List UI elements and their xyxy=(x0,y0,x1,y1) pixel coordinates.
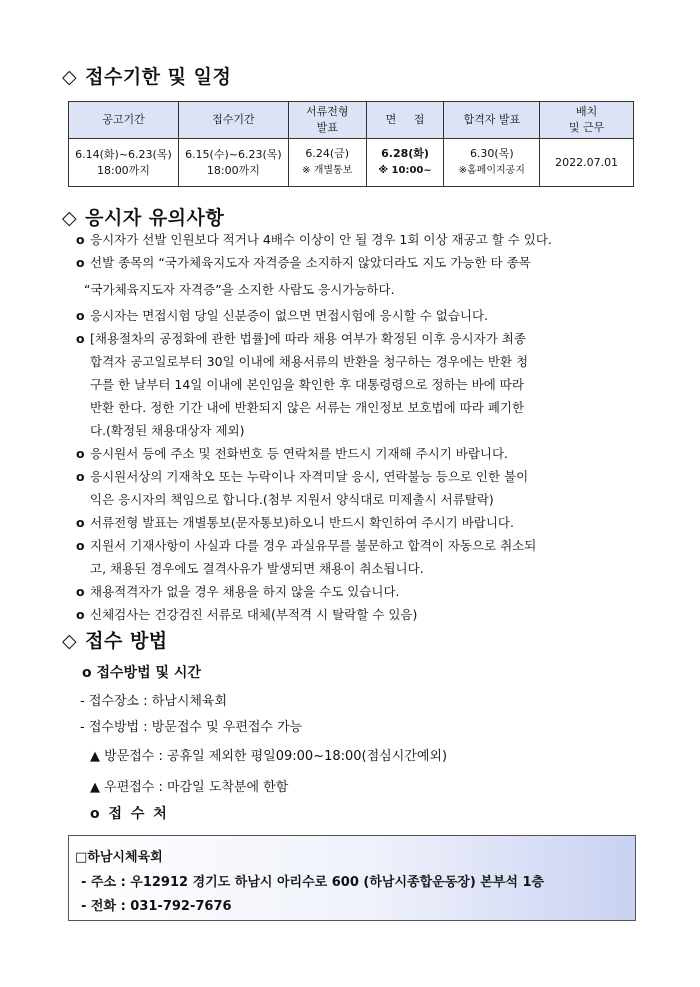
contact-box xyxy=(68,835,636,921)
notes-list xyxy=(76,228,642,626)
notes-section-title: ◇ 응시자 유의사항 xyxy=(62,207,225,229)
visit-receipt: ▲ 방문접수 : 공휴일 제외한 평일09:00~18:00(점심시간예외) xyxy=(90,749,448,764)
cell-final-announcement: 6.30(목) ※홈페이지공지 xyxy=(444,139,540,187)
list-item: o 응시원서 등에 주소 및 전화번호 등 연락처를 반드시 기재해 주시기 바랍니다. xyxy=(76,446,509,461)
receipt-place: - 접수장소 : 하남시체육회 xyxy=(80,694,228,709)
org-phone: - 전화 : 031-792-7676 xyxy=(81,899,232,914)
org-name: □하남시체육회 xyxy=(75,850,163,865)
list-item: o 채용적격자가 없을 경우 채용을 하지 않을 수도 있습니다. xyxy=(76,584,400,599)
cell-interview: 6.28(화) ※ 10:00~ xyxy=(366,139,444,187)
list-item: o 서류전형 발표는 개별통보(문자통보)하오니 반드시 확인하여 주시기 바랍니다. xyxy=(76,515,514,530)
list-item: o 응시원서상의 기재착오 또는 누락이나 자격미달 응시, 연락불능 등으로 인한 불이 익은 응시자의 책임으로 합니다.(첨부 지원서 양식대로 미제출시 서류탈락) xyxy=(76,469,529,507)
list-item: o 응시자는 면접시험 당일 신분증이 없으면 면접시험에 응시할 수 없습니다. xyxy=(76,308,489,323)
diamond-icon: ◇ xyxy=(62,207,78,229)
diamond-icon: ◇ xyxy=(62,630,78,652)
header-receipt-period: 접수기간 xyxy=(178,102,288,139)
schedule-section-title: ◇ 접수기한 및 일정 xyxy=(62,66,232,88)
cell-document-screening: 6.24(금) ※ 개별통보 xyxy=(288,139,366,187)
header-document-screening: 서류전형 발표 xyxy=(288,102,366,139)
cell-announce-period: 6.14(화)~6.23(목) 18:00까지 xyxy=(69,139,179,187)
table-header-row xyxy=(69,102,634,139)
receipt-method: - 접수방법 : 방문접수 및 우편접수 가능 xyxy=(80,720,303,735)
method-subheading: o 접수방법 및 시간 xyxy=(82,665,201,681)
list-item: o [채용절차의 공정화에 관한 법률]에 따라 채용 여부가 확정된 이후 응시자가 최종 합격자 공고일로부터 30일 이내에 채용서류의 반환을 청구하는 경우에는 반환 청 구를 한 날부터 14일 이내에 본인임을 확인한 후 대통령령으로 정하는 바에 따라 반환 한다. 정한 기간 내에 반환되지 않은 서류는 개인정보 보호법에 따라 폐기한 다.(확정된 채용대상자 제외) xyxy=(76,331,529,438)
receipt-office-heading: o 접 수 처 xyxy=(90,806,169,822)
header-interview: 면 접 xyxy=(366,102,444,139)
diamond-icon: ◇ xyxy=(62,66,78,88)
org-address: - 주소 : 우12912 경기도 하남시 아리수로 600 (하남시종합운동장) 본부석 1층 xyxy=(81,875,545,890)
method-section-title: ◇ 접수 방법 xyxy=(62,630,168,652)
list-item: o 신체검사는 건강검진 서류로 대체(부적격 시 탈락할 수 있음) xyxy=(76,607,418,622)
schedule-table xyxy=(68,101,634,187)
list-item: “국가체육지도자 자격증”을 소지한 사람도 응시가능하다. xyxy=(84,282,395,297)
header-placement: 배치 및 근무 xyxy=(540,102,634,139)
table-row xyxy=(69,139,634,187)
list-item: o 지원서 기재사항이 사실과 다를 경우 과실유무를 불문하고 합격이 자동으로 취소되 고, 채용된 경우에도 결격사유가 발생되면 채용이 취소됩니다. xyxy=(76,538,537,576)
cell-receipt-period: 6.15(수)~6.23(목) 18:00까지 xyxy=(178,139,288,187)
header-final-announcement: 합격자 발표 xyxy=(444,102,540,139)
cell-placement: 2022.07.01 xyxy=(540,139,634,187)
list-item: o 응시자가 선발 인원보다 적거나 4배수 이상이 안 될 경우 1회 이상 재공고 할 수 있다. xyxy=(76,232,552,247)
list-item: o 선발 종목의 “국가체육지도자 자격증을 소지하지 않았더라도 지도 가능한 타 종목 xyxy=(76,255,531,270)
mail-receipt: ▲ 우편접수 : 마감일 도착분에 한함 xyxy=(90,780,289,795)
header-announce-period: 공고기간 xyxy=(69,102,179,139)
